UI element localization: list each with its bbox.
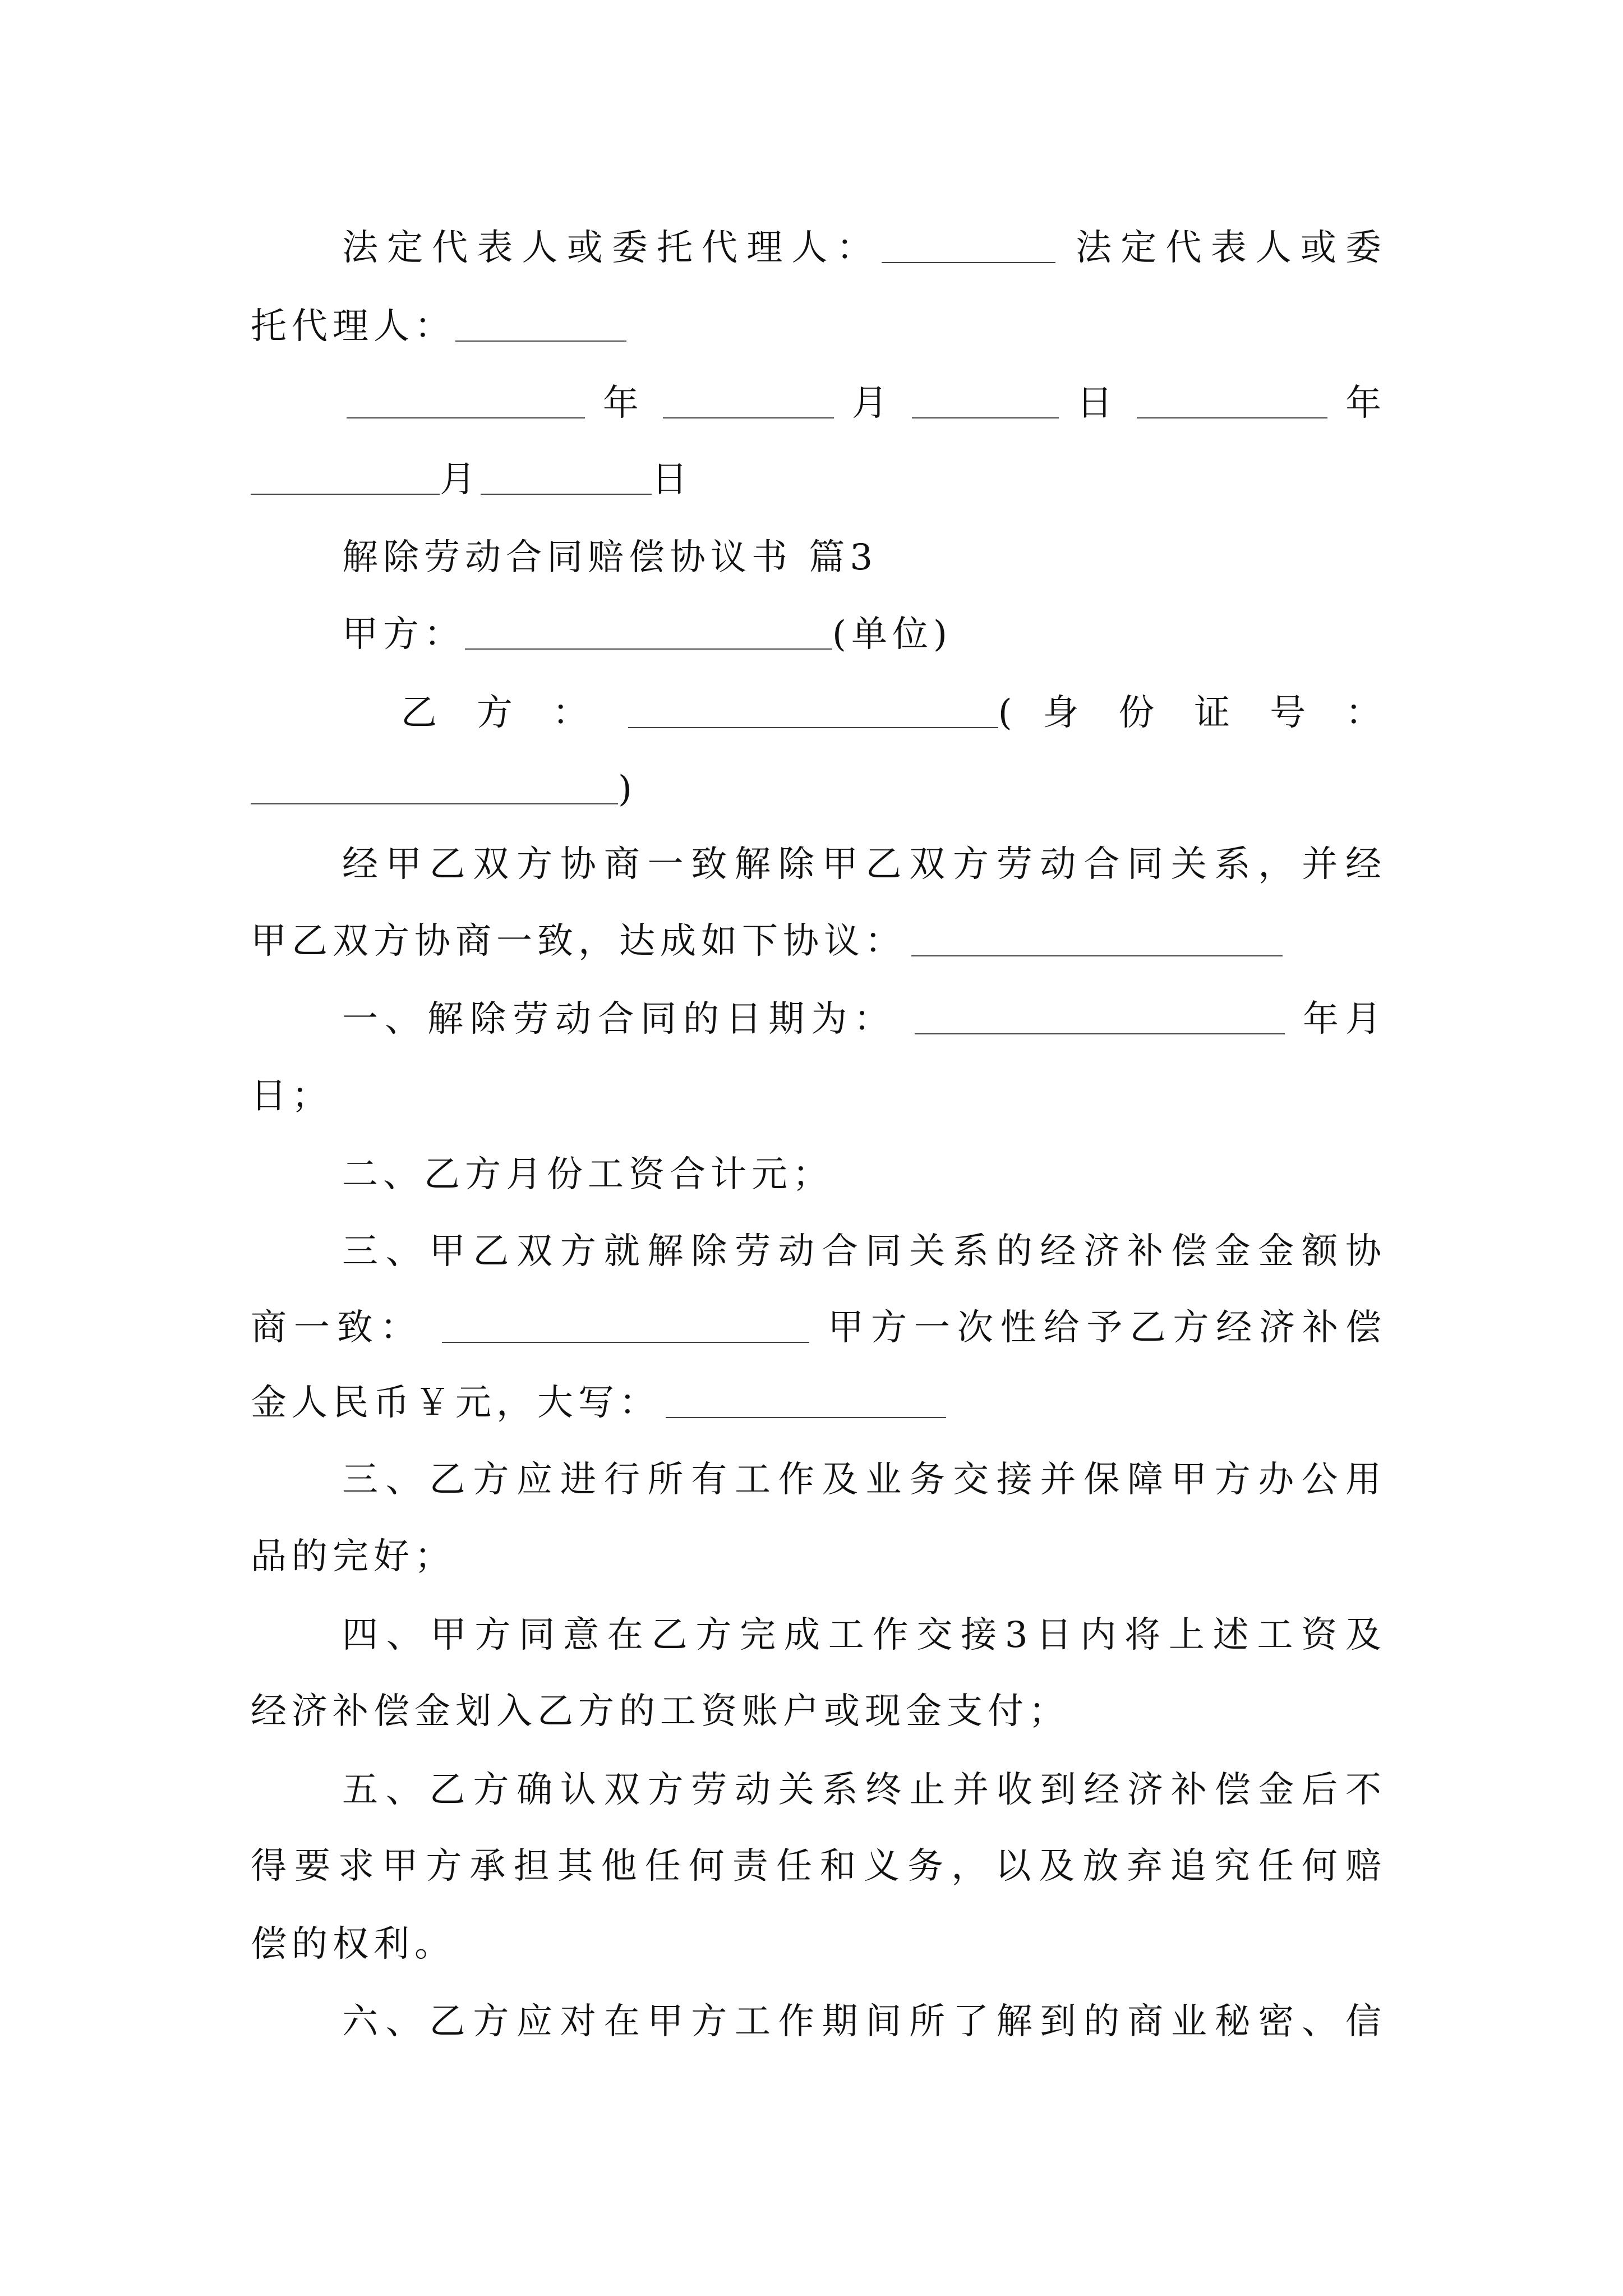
text: 月 (440, 459, 481, 500)
text: 甲方： (342, 614, 465, 655)
clause-3-cont (251, 1378, 1386, 1428)
blank-field (347, 380, 585, 418)
blank-field (465, 611, 832, 650)
blank-field (882, 225, 1055, 263)
text: 甲乙双方协商一致，达成如下协议： (251, 921, 906, 962)
signatory-line-cont (251, 301, 1386, 352)
clause-3b-cont: 品的完好； (251, 1536, 455, 1577)
party-b-line-cont (251, 764, 1386, 815)
text: 日 (1077, 383, 1119, 424)
party-a-line (342, 609, 1386, 660)
text: 法定代表人或委托代理人： (342, 227, 882, 269)
text: 金人民币￥元，大写： (251, 1382, 660, 1424)
clause-1 (342, 994, 1386, 1045)
text: 商一致： (251, 1307, 423, 1349)
text: 日 (652, 459, 693, 500)
blank-field (442, 1305, 809, 1343)
text: 年月 (1303, 999, 1386, 1040)
blank-field (911, 918, 1283, 956)
clause-3-cont (251, 1303, 1386, 1353)
text: 乙 方 ： (401, 692, 603, 734)
text: 年 (1345, 383, 1386, 424)
blank-field (912, 380, 1059, 418)
text: (单位) (832, 614, 952, 655)
blank-field (666, 1380, 946, 1418)
blank-field (1137, 380, 1327, 418)
text: 一、解除劳动合同的日期为： (342, 999, 897, 1040)
clause-2: 二、乙方月份工资合计元； (342, 1154, 833, 1195)
blank-field (915, 996, 1285, 1034)
text: 托代理人： (251, 306, 455, 347)
clause-6: 六、乙方应对在甲方工作期间所了解到的商业秘密、信 (342, 2001, 1386, 2042)
clause-4: 四、甲方同意在乙方完成工作交接3日内将上述工资及 (342, 1614, 1386, 1656)
clause-3: 三、甲乙双方就解除劳动合同关系的经济补偿金金额协 (342, 1231, 1386, 1272)
paragraph (251, 916, 1386, 967)
signatory-line (342, 223, 1386, 273)
blank-field (455, 303, 626, 342)
clause-5: 五、乙方确认双方劳动关系终止并收到经济补偿金后不 (342, 1769, 1386, 1811)
blank-field (251, 457, 440, 495)
paragraph: 经甲乙双方协商一致解除甲乙双方劳动合同关系，并经 (342, 844, 1386, 885)
text: 法定代表人或委 (1076, 227, 1386, 269)
date-line-cont (251, 454, 1386, 505)
clause-1-cont: 日； (251, 1075, 333, 1117)
party-b-line (401, 688, 1386, 738)
section-title: 解除劳动合同赔偿协议书 篇3 (342, 537, 878, 578)
blank-field (663, 380, 834, 418)
text: 月 (851, 383, 895, 424)
text: 甲方一次性给予乙方经济补偿 (828, 1307, 1386, 1349)
clause-5-cont: 得要求甲方承担其他任何责任和义务，以及放弃追究任何赔 (251, 1846, 1386, 1887)
text: ( 身 份 证 号 ： (998, 692, 1386, 734)
text: 年 (602, 383, 645, 424)
clause-5-cont: 偿的权利。 (251, 1924, 455, 1965)
clause-3b: 三、乙方应进行所有工作及业务交接并保障甲方办公用 (342, 1459, 1386, 1501)
blank-field (628, 690, 998, 728)
blank-field (251, 766, 618, 804)
blank-field (481, 457, 652, 495)
clause-4-cont: 经济补偿金划入乙方的工资账户或现金支付； (251, 1691, 1069, 1732)
text: ) (618, 769, 637, 810)
date-line (347, 378, 1386, 429)
